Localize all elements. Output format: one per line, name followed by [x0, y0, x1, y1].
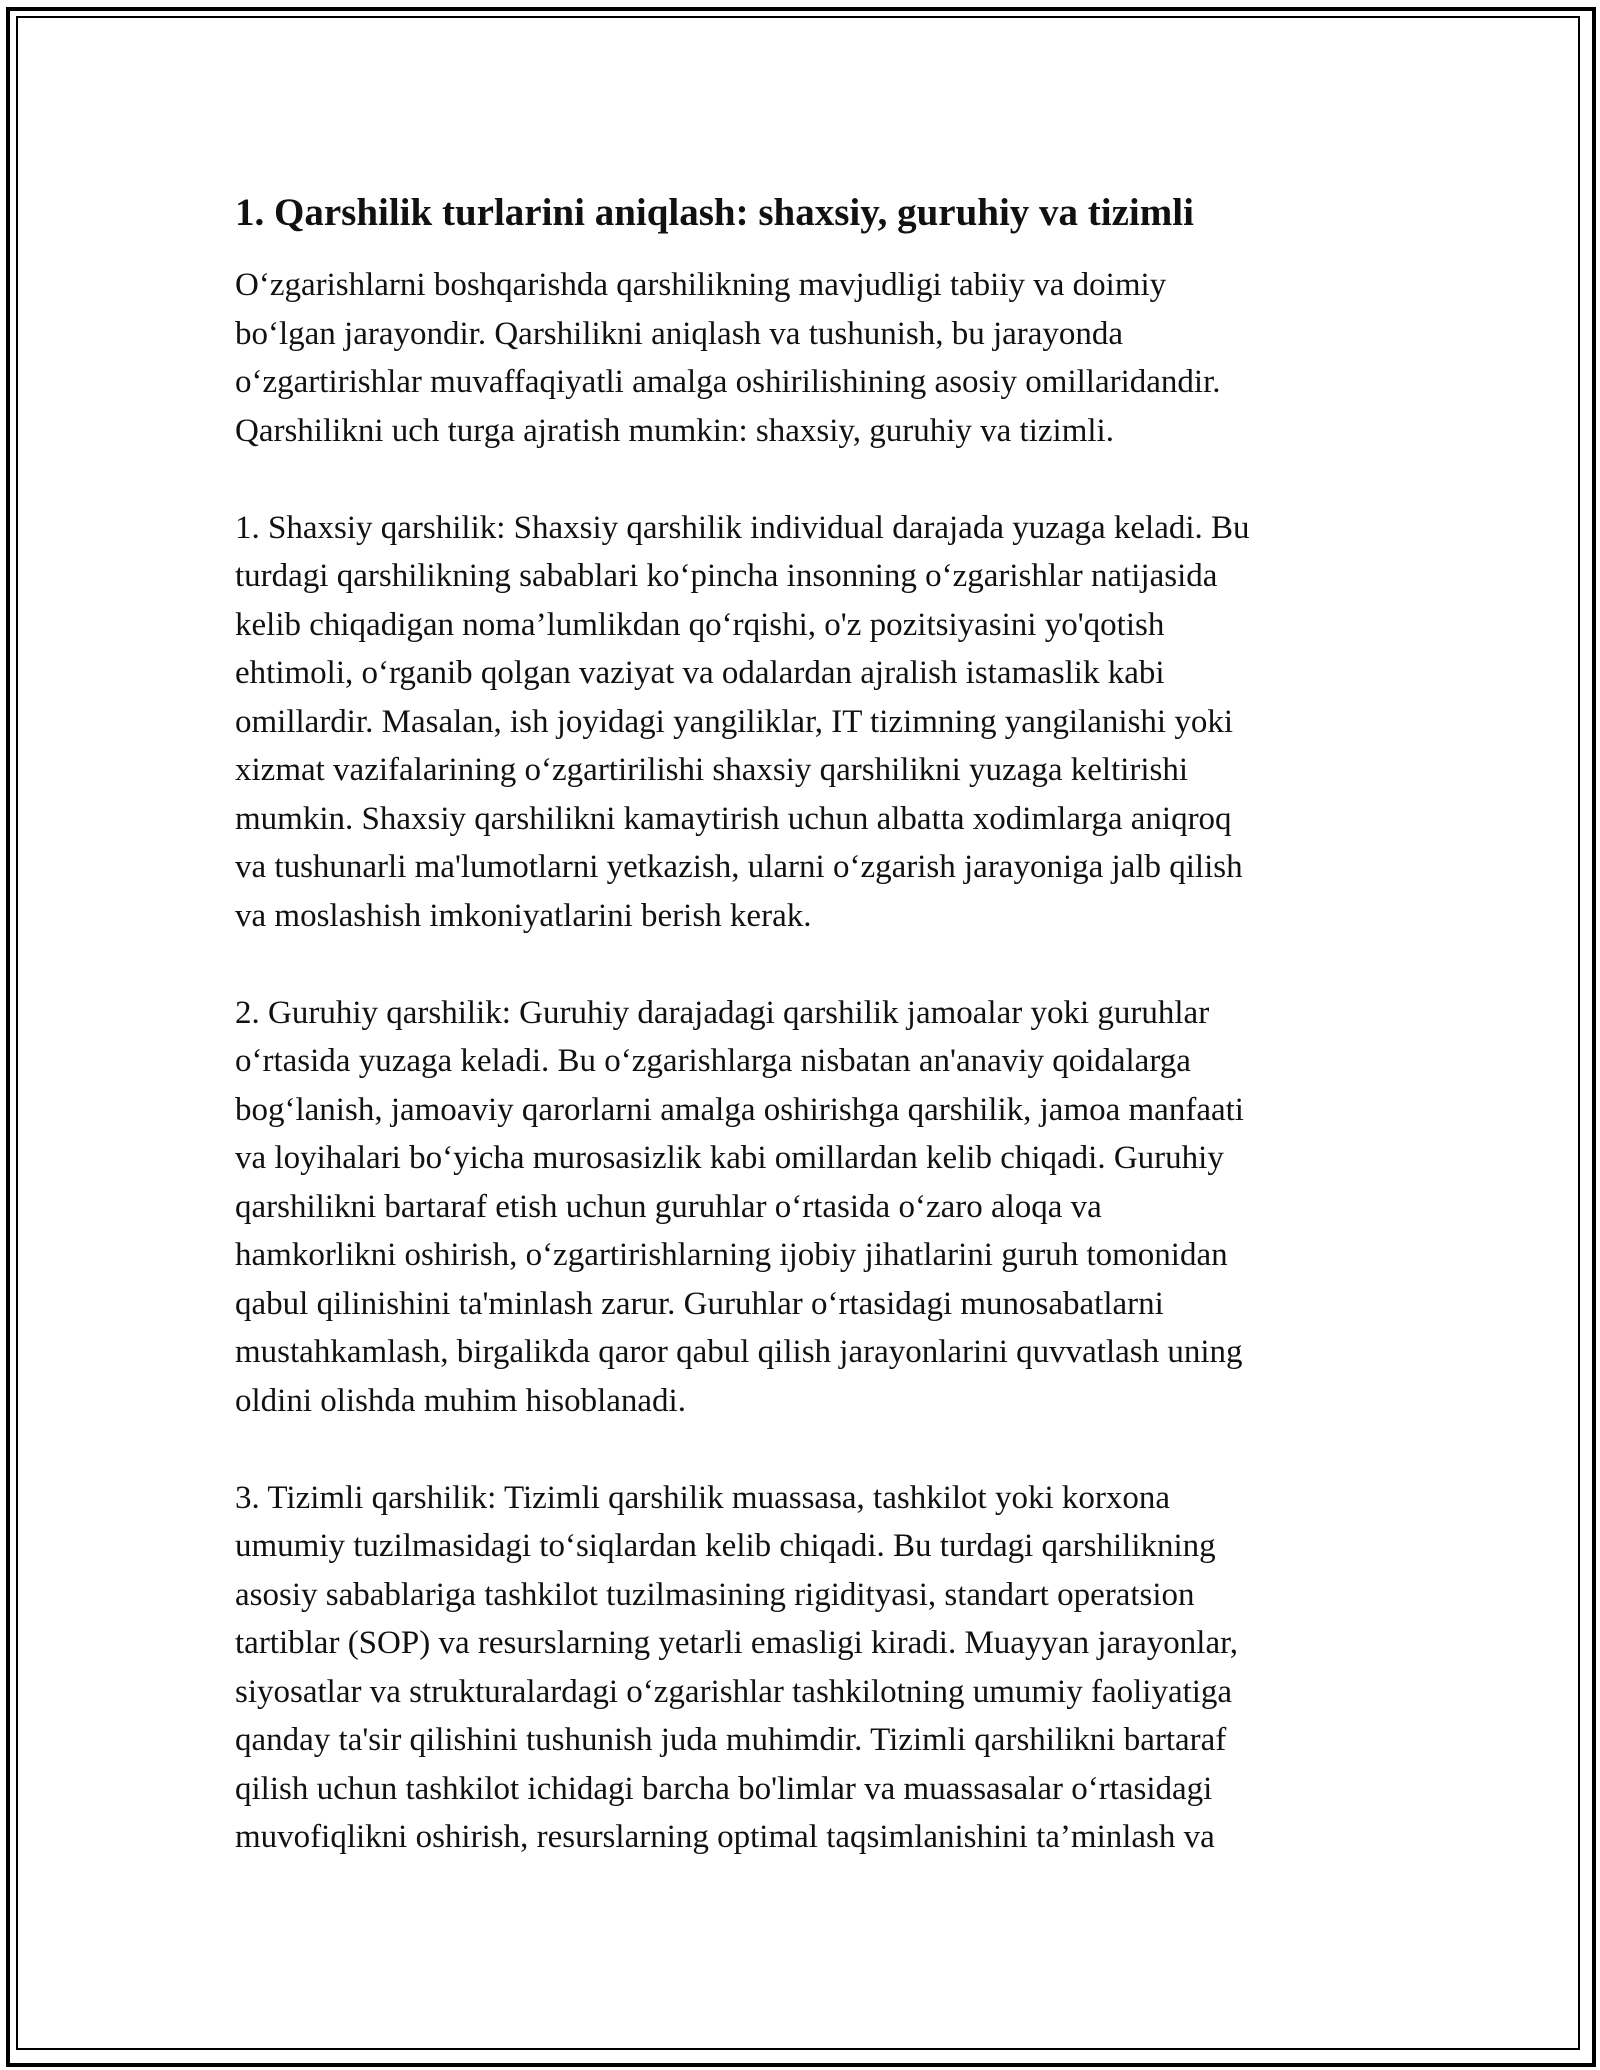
- text-line: o‘zgartirishlar muvaffaqiyatli amalga oshirilishining asosiy omillaridandir.: [235, 364, 1221, 400]
- text-line: qanday ta'sir qilishini tushunish juda muhimdir. Tizimli qarshilikni bartaraf: [235, 1722, 1227, 1758]
- text-line: 2. Guruhiy qarshilik: Guruhiy darajadagi qarshilik jamoalar yoki guruhlar: [235, 994, 1210, 1031]
- paragraph-list: [235, 261, 1375, 1862]
- text-line: 3. Tizimli qarshilik: Tizimli qarshilik muassasa, tashkilot yoki korxona: [235, 1479, 1171, 1516]
- text-line: muvofiqlikni oshirish, resurslarning optimal taqsimlanishini ta’minlash va: [235, 1819, 1215, 1855]
- text-line: kelib chiqadigan noma’lumlikdan qo‘rqishi, o'z pozitsiyasini yo'qotish: [235, 606, 1165, 643]
- text-line: bog‘lanish, jamoaviy qarorlarni amalga oshirishga qarshilik, jamoa manfaati: [235, 1091, 1244, 1128]
- text-line: turdagi qarshilikning sabablari ko‘pincha insonning o‘zgarishlar natijasida: [235, 558, 1218, 594]
- text-line: va loyihalari bo‘yicha murosasizlik kabi omillardan kelib chiqadi. Guruhiy: [235, 1140, 1224, 1176]
- document-body: [235, 185, 1375, 1910]
- text-line: umumiy tuzilmasidagi to‘siqlardan kelib chiqadi. Bu turdagi qarshilikning: [235, 1528, 1216, 1564]
- text-line: siyosatlar va strukturalardagi o‘zgarishlar tashkilotning umumiy faoliyatiga: [235, 1673, 1233, 1710]
- text-line: ehtimoli, o‘rganib qolgan vaziyat va odalardan ajralish istamaslik kabi: [235, 655, 1165, 691]
- text-line: O‘zgarishlarni boshqarishda qarshilikning mavjudligi tabiiy va doimiy: [235, 267, 1167, 303]
- text-line: hamkorlikni oshirish, o‘zgartirishlarning ijobiy jihatlarini guruh tomonidan: [235, 1237, 1228, 1273]
- text-line: tartiblar (SOP) va resurslarning yetarli emasligi kiradi. Muayyan jarayonlar,: [235, 1625, 1239, 1661]
- text-line: qabul qilinishini ta'minlash zarur. Guruhlar o‘rtasidagi munosabatlarni: [235, 1285, 1164, 1322]
- text-line: 1. Shaxsiy qarshilik: Shaxsiy qarshilik individual darajada yuzaga keladi. Bu: [235, 509, 1250, 546]
- text-line: va moslashish imkoniyatlarini berish kerak.: [235, 897, 812, 934]
- text-line: mustahkamlash, birgalikda qaror qabul qilish jarayonlarini quvvatlash uning: [235, 1334, 1243, 1370]
- text-line: asosiy sabablariga tashkilot tuzilmasining rigidityasi, standart operatsion: [235, 1576, 1195, 1613]
- text-line: qilish uchun tashkilot ichidagi barcha bo'limlar va muassasalar o‘rtasidagi: [235, 1770, 1213, 1807]
- paragraph: [235, 261, 1375, 455]
- paragraph: [235, 504, 1375, 941]
- text-line: bo‘lgan jarayondir. Qarshilikni aniqlash va tushunish, bu jarayonda: [235, 315, 1124, 352]
- paragraph: [235, 1474, 1375, 1862]
- text-line: o‘rtasida yuzaga keladi. Bu o‘zgarishlarga nisbatan an'anaviy qoidalarga: [235, 1043, 1191, 1079]
- text-line: Qarshilikni uch turga ajratish mumkin: shaxsiy, guruhiy va tizimli.: [235, 412, 1114, 449]
- text-line: va tushunarli ma'lumotlarni yetkazish, ularni o‘zgarish jarayoniga jalb qilish: [235, 849, 1243, 885]
- text-line: mumkin. Shaxsiy qarshilikni kamaytirish uchun albatta xodimlarga aniqroq: [235, 800, 1232, 837]
- text-line: qarshilikni bartaraf etish uchun guruhlar o‘rtasida o‘zaro aloqa va: [235, 1188, 1102, 1225]
- text-line: omillardir. Masalan, ish joyidagi yangiliklar, IT tizimning yangilanishi yoki: [235, 703, 1234, 740]
- paragraph: [235, 989, 1375, 1426]
- text-line: xizmat vazifalarining o‘zgartirilishi shaxsiy qarshilikni yuzaga keltirishi: [235, 752, 1189, 788]
- text-line: oldini olishda muhim hisoblanadi.: [235, 1382, 686, 1419]
- section-heading: 1. Qarshilik turlarini aniqlash: shaxsiy, guruhiy va tizimli: [235, 191, 1194, 234]
